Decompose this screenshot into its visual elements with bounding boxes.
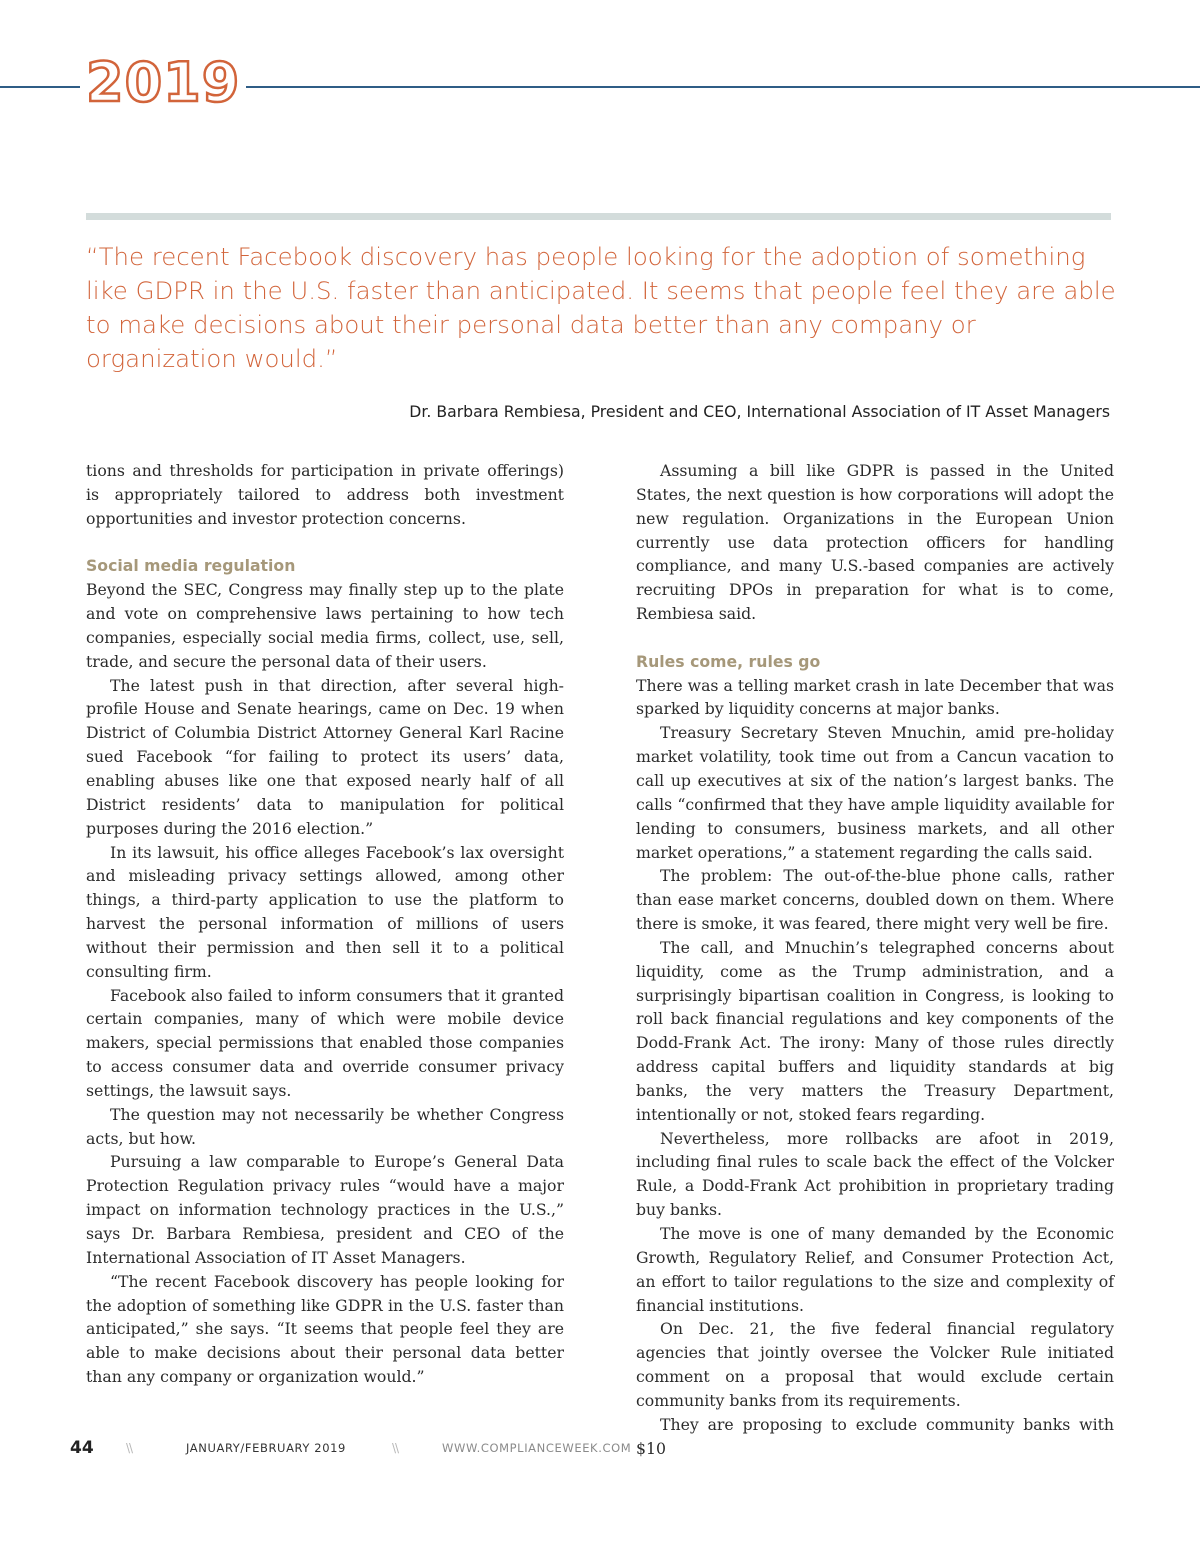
left-column [86,459,564,1389]
footer-separator: \\ [126,1441,133,1455]
pull-quote: “The recent Facebook discovery has people looking for the adoption of something like GDPR in the U.S. faster than anticipated. It seems that people feel they are able to make decisions about their personal data better than any company or organization would.” [86,242,1116,373]
paragraph: “The recent Facebook discovery has people looking for the adoption of something like GDPR in the U.S. faster than anticipated,” she says. “It seems that people feel they are able to make decisions about their personal data better than any company or organization would.” [86,1271,564,1387]
paragraph: Assuming a bill like GDPR is passed in the United States, the next question is how corporations will adopt the new regulation. Organizations in the European Union currently use data protection officers for handling compliance, and many U.S.-based companies are actively recruiting DPOs in preparation for what is to come, Rembiesa said. [636,461,1114,624]
paragraph: They are proposing to exclude community banks with $10 [636,1414,1114,1458]
paragraph: The call, and Mnuchin’s telegraphed concerns about liquidity, come as the Trump administration, and a surprisingly bipartisan coalition in Congress, is looking to roll back financial regulations and key components of the Dodd-Frank Act. The irony: Many of those rules directly address capital buffers and liquidity standards at big banks, the very matters the Treasury Department, intentionally or not, stoked fears regarding. [636,937,1114,1124]
page-number: 44 [70,1438,94,1458]
paragraph: Treasury Secretary Steven Mnuchin, amid pre-holiday market volatility, took time out from a Cancun vacation to call up executives at six of the nation’s largest banks. The calls “confirmed that they have ample liquidity available for lending to consumers, business markets, and all other market operations,” a statement regarding the calls said. [636,723,1114,862]
section-heading-rules: Rules come, rules go [636,651,821,671]
pull-quote-attribution: Dr. Barbara Rembiesa, President and CEO, International Association of IT Asset Managers [409,402,1110,421]
paragraph: tions and thresholds for participation in private offerings) is appropriately tailored to address both investment opportunities and investor protection concerns. [86,461,564,528]
section-heading-social-media: Social media regulation [86,556,296,576]
footer-separator: \\ [392,1441,399,1455]
pull-quote-rule [86,213,1111,220]
paragraph: Nevertheless, more rollbacks are afoot in 2019, including final rules to scale back the effect of the Volcker Rule, a Dodd-Frank Act prohibition in proprietary trading buy banks. [636,1128,1114,1220]
paragraph: The latest push in that direction, after several high-profile House and Senate hearings, came on Dec. 19 when District of Columbia District Attorney General Karl Racine sued Facebook “for failing to protect its users’ data, enabling abuses like one that exposed nearly half of all District residents’ data to manipulation for political purposes during the 2016 election.” [86,675,564,838]
issue-date: JANUARY/FEBRUARY 2019 [186,1441,346,1455]
year-heading: 2019 [80,50,246,116]
paragraph: The move is one of many demanded by the Economic Growth, Regulatory Relief, and Consumer Protection Act, an effort to tailor regulations to the size and complexity of financial institutions. [636,1224,1114,1315]
paragraph: Pursuing a law comparable to Europe’s General Data Protection Regulation privacy rules “would have a major impact on information technology practices in the U.S.,” says Dr. Barbara Rembiesa, president and CEO of the International Association of IT Asset Managers. [86,1152,564,1267]
paragraph: Beyond the SEC, Congress may finally step up to the plate and vote on comprehensive laws pertaining to how tech companies, especially social media firms, collect, use, sell, trade, and secure the personal data of their users. [86,580,564,671]
paragraph: The question may not necessarily be whether Congress acts, but how. [86,1104,564,1148]
paragraph: There was a telling market crash in late December that was sparked by liquidity concerns at major banks. [636,675,1114,719]
website-url: WWW.COMPLIANCEWEEK.COM [442,1441,632,1455]
paragraph: On Dec. 21, the five federal financial regulatory agencies that jointly oversee the Volcker Rule initiated comment on a proposal that would exclude certain community banks from its requirements. [636,1319,1114,1410]
paragraph: The problem: The out-of-the-blue phone calls, rather than ease market concerns, doubled down on them. Where there is smoke, it was feared, there might very well be fire. [636,866,1114,934]
paragraph: In its lawsuit, his office alleges Facebook’s lax oversight and misleading privacy settings allowed, among other things, a third-party application to use the platform to harvest the personal information of millions of users without their permission and then sell it to a political consulting firm. [86,842,564,981]
right-column [636,459,1114,1460]
spacer [86,531,564,555]
paragraph: Facebook also failed to inform consumers that it granted certain companies, many of which were mobile device makers, special permissions that enabled those companies to access consumer data and override consumer privacy settings, the lawsuit says. [86,985,564,1100]
page-footer [70,1436,870,1460]
spacer [636,626,1114,650]
